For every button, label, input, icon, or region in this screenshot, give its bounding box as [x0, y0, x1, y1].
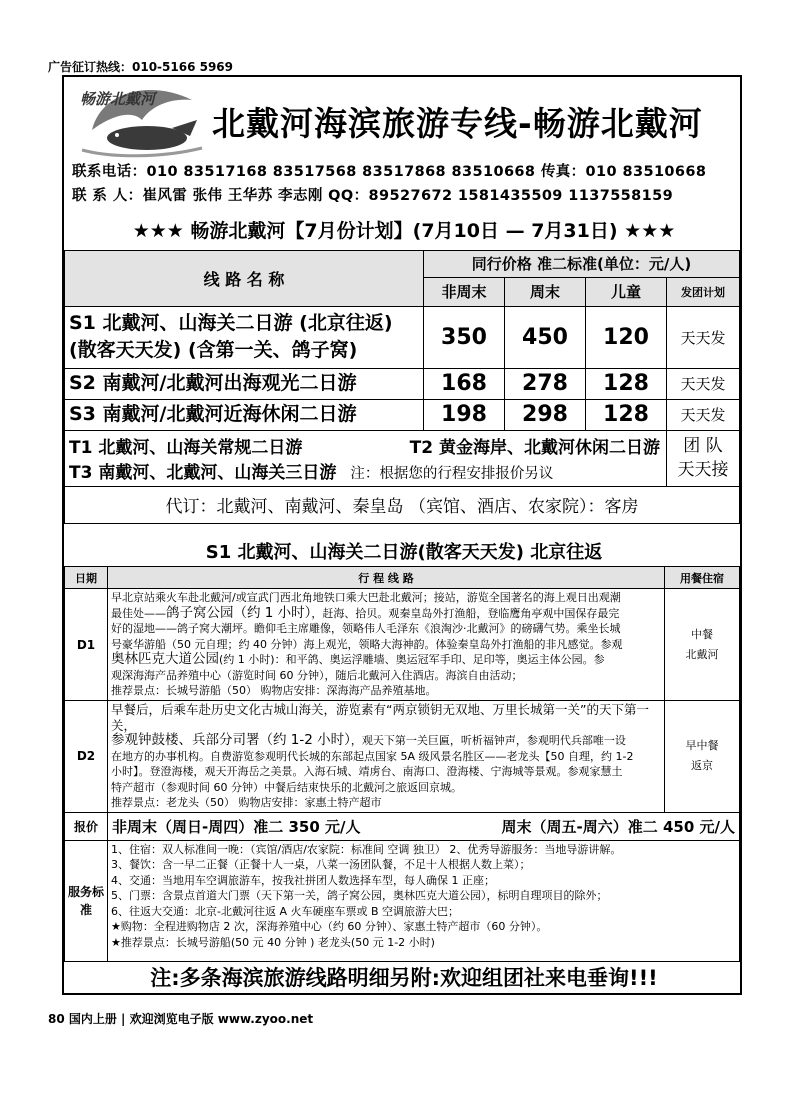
route-s3: S3 南戴河/北戴河近海休闲二日游	[65, 399, 424, 430]
day-row	[65, 701, 740, 813]
price-label: 报价	[65, 812, 108, 840]
table-row	[65, 368, 740, 399]
price-weekend: 450	[505, 306, 586, 368]
price-child: 128	[586, 368, 667, 399]
table-row	[65, 399, 740, 430]
ad-hotline: 广告征订热线：010-5166 5969	[48, 60, 234, 74]
schedule: 天天发	[667, 399, 740, 430]
col-child-header: 儿童	[586, 277, 667, 306]
col-price-group-header: 同行价格 准二标准(单位：元/人)	[424, 251, 740, 278]
col-weekend-header: 周末	[505, 277, 586, 306]
route-t3: T3 南戴河、北戴河、山海关三日游	[69, 463, 337, 484]
table-row	[65, 306, 740, 368]
price-weekday: 非周末（周日-周四）准二 350 元/人	[112, 817, 361, 836]
price-weekday: 168	[424, 368, 505, 399]
itinerary-table	[64, 566, 740, 962]
section-title: S1 北戴河、山海关二日游(散客天天发) 北京往返	[205, 542, 603, 563]
day-meal: 中餐 北戴河	[665, 589, 740, 701]
day-route: 早餐后，后乘车赴历史文化古城山海关，游览素有“两京锁钥无双地、万里长城第一关”的天下第一关， 参观钟鼓楼、兵部分司署（约 1-2 小时），观天下第一关巨匾，听析福钟声，参观明代兵部唯一设 在地方的办事机构。自费游览参观明代长城的东部起点国家 5A 级风景名胜区——老龙头【50 自理，约 1-2 小时】。登澄海楼，观天开海岳之美景。入海石城、靖虏台、南海口、澄海楼、宁海城等景观。参观家慧土 特产超市（参观时间 60 分钟）中餐后结束快乐的北戴河之旅返回京城。 推荐景点：老龙头（50） 购物店安排：家惠土特产超市	[108, 701, 665, 813]
team-row	[65, 430, 740, 486]
contact-persons: 联 系 人：崔风雷 张伟 王华苏 李志刚 QQ：89527672 1581435509 1137558159	[72, 188, 674, 204]
team-schedule: 团 队 天天接	[667, 430, 740, 486]
agency-note: 代订：北戴河、南戴河、秦皇岛 （宾馆、酒店、农家院）：客房	[65, 486, 740, 523]
footer-note: 注:多条海滨旅游线路明细另附:欢迎组团社来电垂询!!!	[150, 966, 658, 990]
service-details: 1、住宿：双人标准间一晚：（宾馆/酒店/农家院：标准间 空调 独卫） 2、优秀导游服务：当地导游讲解。 3、餐饮：含一早二正餐（正餐十人一桌，八菜一汤团队餐，不足十人根据人数上菜）； 4、交通：当地用车空调旅游车，按我社拼团人数选择车型，每人确保 1 正座； 5、门票：含景点首道大门票（天下第一关，鸽子窝公园，奥林匹克大道公园），标明自理项目的除外； 6、往返大交通：北京-北戴河往返 A 火车硬座车票或 B 空调旅游大巴； ★购物：全程进购物店 2 次，深海养殖中心（约 60 分钟）、家惠土特产超市（60 分钟）。 ★推荐景点：长城号游船(50 元 40 分钟 ) 老龙头(50 元 1-2 小时)	[108, 840, 740, 962]
day-meal: 早中餐 返京	[665, 701, 740, 813]
price-table	[64, 250, 740, 524]
logo-text: 畅游北戴河	[80, 90, 156, 108]
price-weekend: 298	[505, 399, 586, 430]
price-weekend: 周末（周五-周六）准二 450 元/人	[501, 817, 735, 836]
service-row	[65, 840, 740, 962]
page-title: 北戴河海滨旅游专线-畅游北戴河	[212, 104, 703, 143]
day-route: 早北京站乘火车赴北戴河/或宣武门西北角地铁口乘大巴赴北戴河；接站，游览全国著名的海上观日出观潮 最佳处——鸽子窝公园（约 1 小时），赶海、拾贝。观秦皇岛外打渔船，登临鹰角亭观中国保存最完 好的湿地——鸽子窝大潮坪。瞻仰毛主席雕像，领略伟人毛泽东《浪淘沙·北戴河》的磅礴气势。乘坐长城 号豪华游船（50 元自理；约 40 分钟）海上观光，领略大海神韵。体验秦皇岛外打渔船的非凡感觉。参观 奥林匹克大道公园(约 1 小时)：和平鸽、奥运浮雕墙、奥运冠军手印、足印等，奥运主体公园。参 观深海海产品养殖中心（游览时间 60 分钟），随后北戴河入住酒店。海滨自由活动； 推荐景点：长城号游船（50） 购物店安排：深海海产品养殖基地。	[108, 589, 665, 701]
col-schedule-header: 发团计划	[667, 277, 740, 306]
route-t2: T2 黄金海岸、北戴河休闲二日游	[409, 438, 660, 459]
team-routes	[65, 430, 667, 486]
price-weekend: 278	[505, 368, 586, 399]
day-row	[65, 589, 740, 701]
col-day-header: 日期	[65, 567, 108, 589]
price-child: 120	[586, 306, 667, 368]
route-s2: S2 南戴河/北戴河出海观光二日游	[65, 368, 424, 399]
col-weekday-header: 非周末	[424, 277, 505, 306]
route-t1: T1 北戴河、山海关常规二日游	[69, 438, 303, 459]
team-note: 注：根据您的行程安排报价另议	[350, 466, 554, 483]
col-route-header: 行 程 线 路	[108, 567, 665, 589]
day-label: D2	[65, 701, 108, 813]
price-values	[108, 812, 740, 840]
schedule: 天天发	[667, 306, 740, 368]
price-child: 128	[586, 399, 667, 430]
service-label: 服务标准	[65, 840, 108, 962]
col-route-header: 线 路 名 称	[65, 251, 424, 307]
schedule: 天天发	[667, 368, 740, 399]
price-weekday: 198	[424, 399, 505, 430]
page-footer: 80 国内上册 | 欢迎浏览电子版 www.zyoo.net	[48, 1012, 314, 1026]
price-weekday: 350	[424, 306, 505, 368]
route-s1: S1 北戴河、山海关二日游 (北京往返) (散客天天发) (含第一关、鸽子窝)	[65, 306, 424, 368]
col-meal-header: 用餐住宿	[665, 567, 740, 589]
contact-phones: 联系电话：010 83517168 83517568 83517868 83510668 传真：010 83510668	[72, 164, 707, 180]
plan-title: ★★★ 畅游北戴河【7月份计划】(7月10日 — 7月31日) ★★★	[132, 220, 676, 242]
price-row	[65, 812, 740, 840]
day-label: D1	[65, 589, 108, 701]
